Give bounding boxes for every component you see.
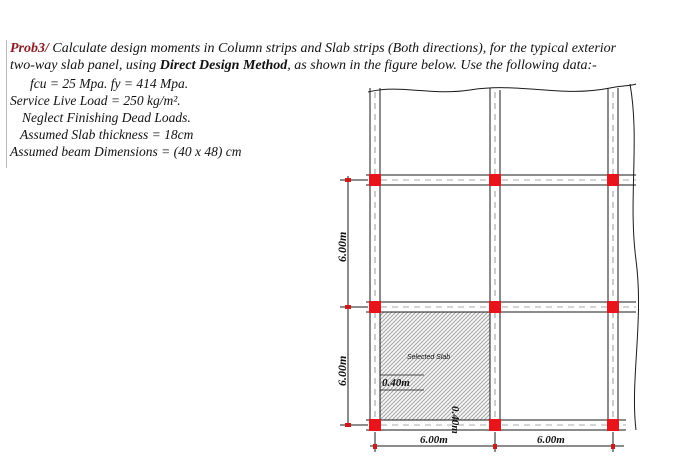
column bbox=[369, 174, 381, 186]
problem-text-2a: two-way slab panel, using bbox=[10, 58, 160, 73]
problem-label: Prob3/ bbox=[10, 41, 49, 56]
column bbox=[369, 301, 381, 313]
span-x2-label: 6.00m bbox=[537, 434, 565, 446]
problem-method: Direct Design Method bbox=[159, 58, 288, 73]
beam-width-label: 0.40m bbox=[449, 406, 461, 434]
span-x1-label: 6.00m bbox=[420, 434, 448, 446]
data-beams: Assumed beam Dimensions = (40 x 48) cm bbox=[10, 144, 242, 159]
selected-slab-area bbox=[380, 312, 490, 420]
column bbox=[489, 174, 501, 186]
column bbox=[369, 419, 381, 431]
break-line-top bbox=[368, 84, 636, 92]
data-live-load: Service Live Load = 250 kg/m². bbox=[10, 93, 181, 108]
problem-text-1: Calculate design moments in Column strips and Slab strips (Both directions), for the typical exterior bbox=[52, 41, 617, 56]
data-finishing: Neglect Finishing Dead Loads. bbox=[22, 110, 191, 125]
data-fcu-fy: fcu = 25 Mpa. fy = 414 Mpa. bbox=[30, 76, 189, 91]
span-y2-label: 6.00m bbox=[335, 355, 349, 386]
column bbox=[607, 301, 619, 313]
problem-text-2b: , as shown in the figure below. Use the following data:- bbox=[287, 58, 597, 73]
span-y1-label: 6.00m bbox=[335, 231, 349, 262]
break-line-right bbox=[630, 84, 639, 430]
column bbox=[607, 419, 619, 431]
selected-slab-label: Selected Slab bbox=[407, 354, 451, 361]
data-thickness: Assumed Slab thickness = 18cm bbox=[20, 127, 194, 142]
column bbox=[607, 174, 619, 186]
column bbox=[489, 419, 501, 431]
column bbox=[489, 301, 501, 313]
left-dimension bbox=[340, 176, 368, 426]
col-width-label: 0.40m bbox=[382, 377, 410, 389]
